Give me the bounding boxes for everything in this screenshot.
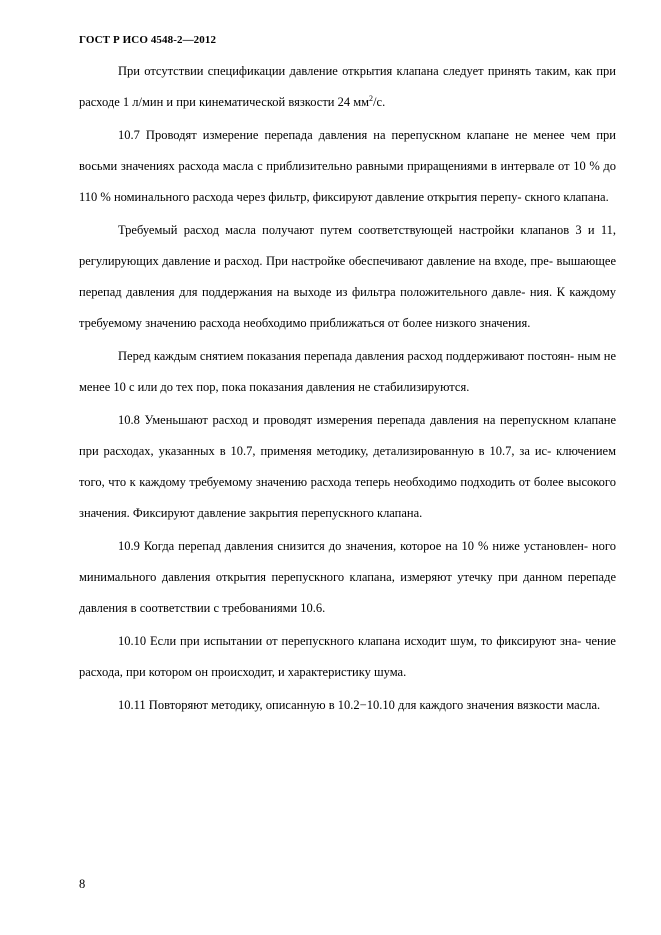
paragraph-10-9: 10.9 Когда перепад давления снизится до значения, которое на 10 % ниже установлен- ного минимального давления открытия перепускного клапана, измеряют утечку при данном перепаде давления в соответствии с требованиями 10.6. (79, 539, 616, 615)
paragraph-text: При отсутствии спецификации давление открытия клапана следует принять таким, как при расходе 1 л/мин и при кинематической вязкости 24 мм (79, 64, 616, 109)
paragraph-10-11: 10.11 Повторяют методику, описанную в 10.2−10.10 для каждого значения вязкости масла. (118, 698, 601, 712)
page-number: 8 (79, 877, 86, 891)
paragraph-10-10: 10.10 Если при испытании от перепускного клапана исходит шум, то фиксируют зна- чение расхода, при котором он происходит, и характеристику шума. (79, 634, 616, 679)
paragraph-opening-pressure (79, 56, 616, 118)
document-header: ГОСТ Р ИСО 4548-2—2012 (79, 34, 217, 46)
paragraph-flow-setup: Требуемый расход масла получают путем соответствующей настройки клапанов 3 и 11, регулирующих давление и расход. При настройке обеспечивают давление на входе, пре- вышающее перепад давления для поддержания на выходе из фильтра положительного давле- ния. К каждому требуемому значению расхода необходимо приближаться от более низкого значения. (79, 223, 616, 330)
paragraph-text-end: /с. (373, 95, 386, 109)
paragraph-10-8: 10.8 Уменьшают расход и проводят измерения перепада давления на перепускном клапане при расходах, указанных в 10.7, применяя методику, детализированную в 10.7, за ис- ключением того, что к каждому требуемому значению расхода теперь необходимо подходить от более высокого значения. Фиксируют давление закрытия перепускного клапана. (79, 413, 616, 520)
paragraph-reading: Перед каждым снятием показания перепада давления расход поддерживают постоян- ным не менее 10 с или до тех пор, пока показания давления не стабилизируются. (79, 349, 616, 394)
superscript: 2 (369, 94, 374, 103)
body-text (79, 56, 616, 721)
paragraph-10-7: 10.7 Проводят измерение перепада давления на перепускном клапане не менее чем при восьми значениях расхода масла с приблизительно равными приращениями в интервале от 10 % до 110 % номинального расхода через фильтр, фиксируют давление открытия перепу- скного клапана. (79, 128, 616, 204)
